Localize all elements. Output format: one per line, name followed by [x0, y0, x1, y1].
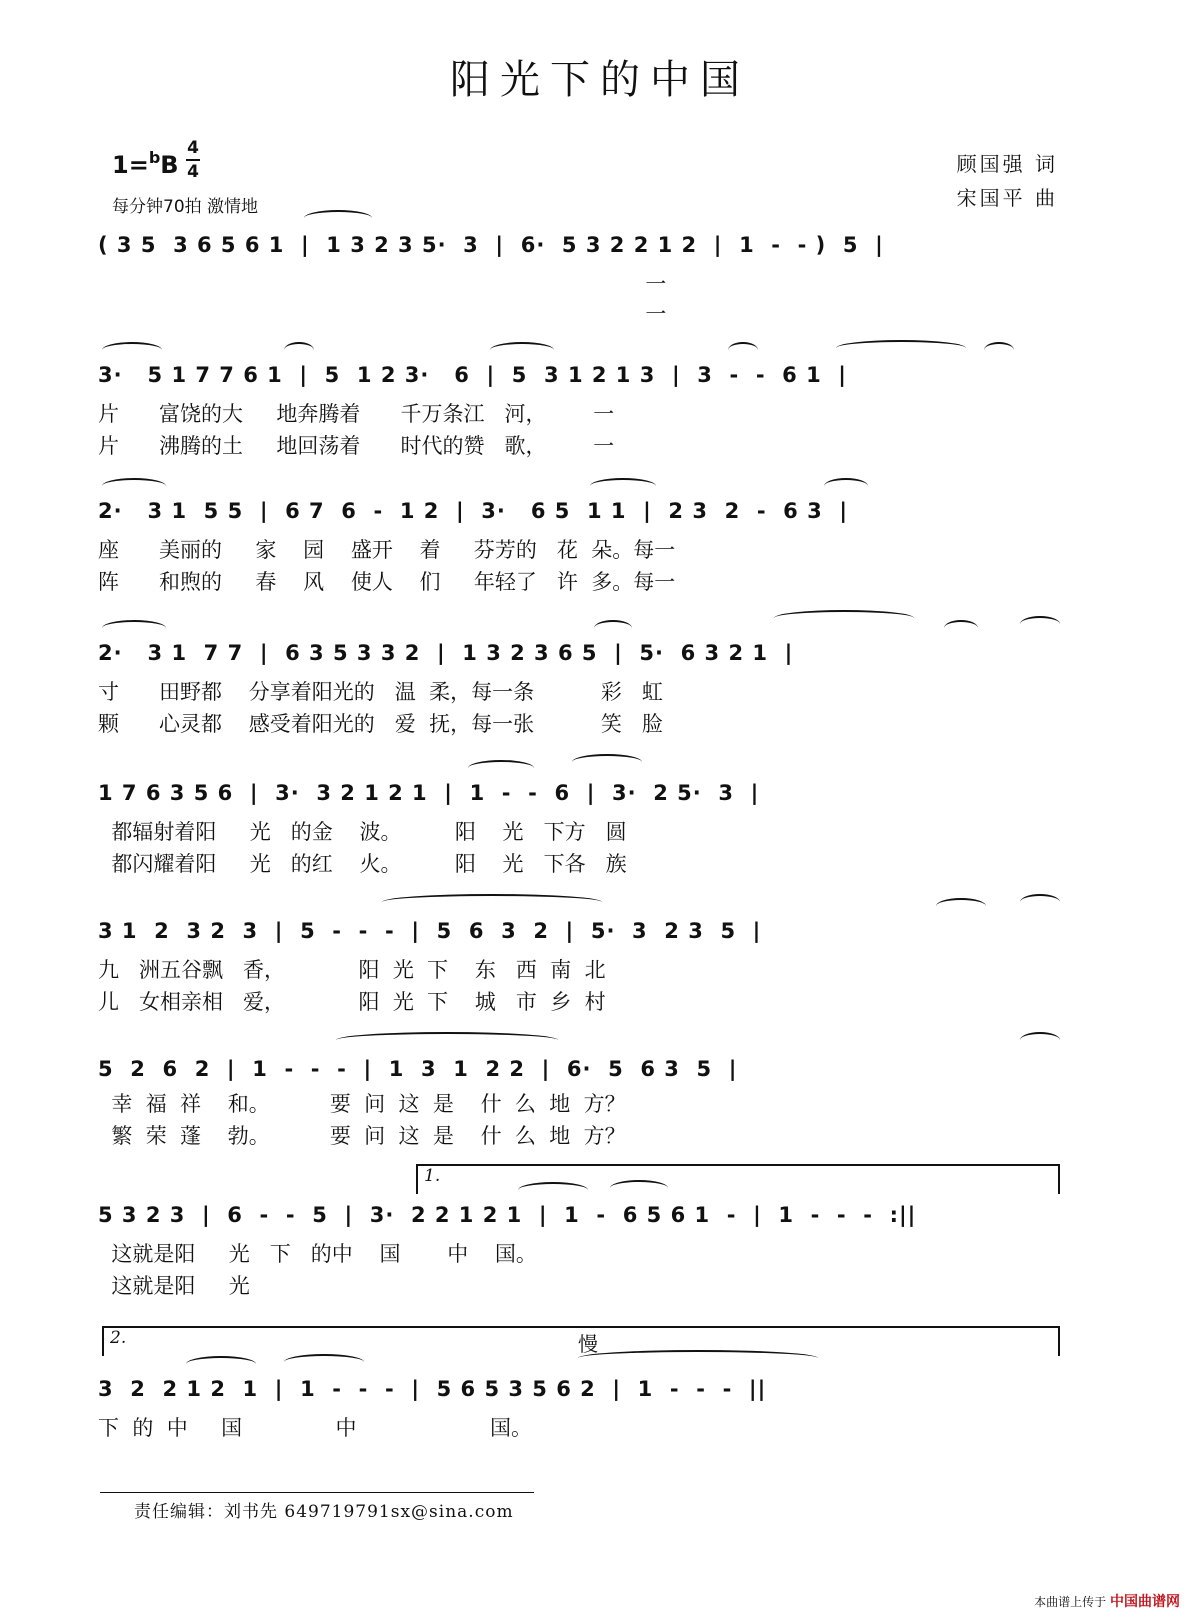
- lyric-line-2: 繁 荣 蓬 勃。 要 问 这 是 什 么 地 方？: [98, 1124, 626, 1148]
- volta-2: 2.: [102, 1326, 1060, 1356]
- lyric-line-1: 片 富饶的大 地奔腾着 千万条江 河， 一: [98, 402, 615, 426]
- slow-marking: 慢: [578, 1332, 598, 1356]
- composer-credit: 宋国平 曲: [956, 186, 1058, 210]
- lyric-line-1: 下 的 中 国 中 国。: [98, 1416, 533, 1440]
- lyric-line-2: 颗 心灵都 感受着阳光的 爱 抚，每一张 笑 脸: [98, 712, 663, 736]
- page-title: 阳光下的中国: [450, 57, 750, 103]
- lyric-line-1: 座 美丽的 家 园 盛开 着 芬芳的 花 朵。每一: [98, 538, 676, 562]
- site-footer: 本曲谱上传于 中国曲谱网: [1034, 1594, 1180, 1610]
- lyric-line-1: 寸 田野都 分享着阳光的 温 柔，每一条 彩 虹: [98, 680, 663, 704]
- notes-line: 2· 3 1 7 7 | 6 3 5 3 3 2 | 1 3 2 3 6 5 | 5· 6 3 2 1 |: [98, 641, 794, 665]
- lyric-line-1: 这就是阳 光 下 的中 国 中 国。: [98, 1242, 537, 1266]
- notes-line: 2· 3 1 5 5 | 6 7 6 - 1 2 | 3· 6 5 1 1 | 2 3 2 - 6 3 |: [98, 499, 848, 523]
- lyric-line-1: 幸 福 祥 和。 要 问 这 是 什 么 地 方？: [98, 1092, 626, 1116]
- notes-line: 3· 5 1 7 7 6 1 | 5 1 2 3· 6 | 5 3 1 2 1 3 | 3 - - 6 1 |: [98, 363, 847, 387]
- lyric-line-2: 这就是阳 光: [98, 1274, 250, 1298]
- lyric-line-2: 一: [98, 302, 667, 326]
- lyric-line-2: 阵 和煦的 春 风 使人 们 年轻了 许 多。每一: [98, 570, 676, 594]
- lyric-line-1: 都辐射着阳 光 的金 波。 阳 光 下方 圆: [98, 820, 627, 844]
- notes-line: 1 7 6 3 5 6 | 3· 3 2 1 2 1 | 1 - - 6 | 3· 2 5· 3 |: [98, 781, 760, 805]
- lyricist-credit: 顾国强 词: [956, 152, 1058, 176]
- notes-line: 5 3 2 3 | 6 - - 5 | 3· 2 2 1 2 1 | 1 - 6 5 6 1 - | 1 - - - :||: [98, 1203, 917, 1227]
- notes-line: 5 2 6 2 | 1 - - - | 1 3 1 2 2 | 6· 5 6 3 5 |: [98, 1057, 738, 1081]
- lyric-line-1: 一: [98, 272, 667, 296]
- lyric-line-1: 九 洲五谷飘 香， 阳 光 下 东 西 南 北: [98, 958, 606, 982]
- editor-credit: 责任编辑：刘书先 649719791sx@sina.com: [100, 1492, 534, 1522]
- lyric-line-2: 都闪耀着阳 光 的红 火。 阳 光 下各 族: [98, 852, 627, 876]
- notes-line: 3 1 2 3 2 3 | 5 - - - | 5 6 3 2 | 5· 3 2 3 5 |: [98, 919, 762, 943]
- notes-line: 3 2 2 1 2 1 | 1 - - - | 5 6 5 3 5 6 2 | 1 - - - ||: [98, 1377, 767, 1401]
- key-signature: 1=$^b$B: [112, 148, 179, 179]
- notes-line: ( 3 5 3 6 5 6 1 | 1 3 2 3 5· 3 | 6· 5 3 2 2 1 2 | 1 - - ) 5 |: [98, 233, 884, 257]
- time-signature: 4 4: [187, 138, 199, 182]
- lyric-line-2: 片 沸腾的土 地回荡着 时代的赞 歌， 一: [98, 434, 615, 458]
- volta-1: 1.: [416, 1164, 1060, 1194]
- tempo-marking: 每分钟70拍 激情地: [112, 197, 259, 217]
- lyric-line-2: 儿 女相亲相 爱， 阳 光 下 城 市 乡 村: [98, 990, 606, 1014]
